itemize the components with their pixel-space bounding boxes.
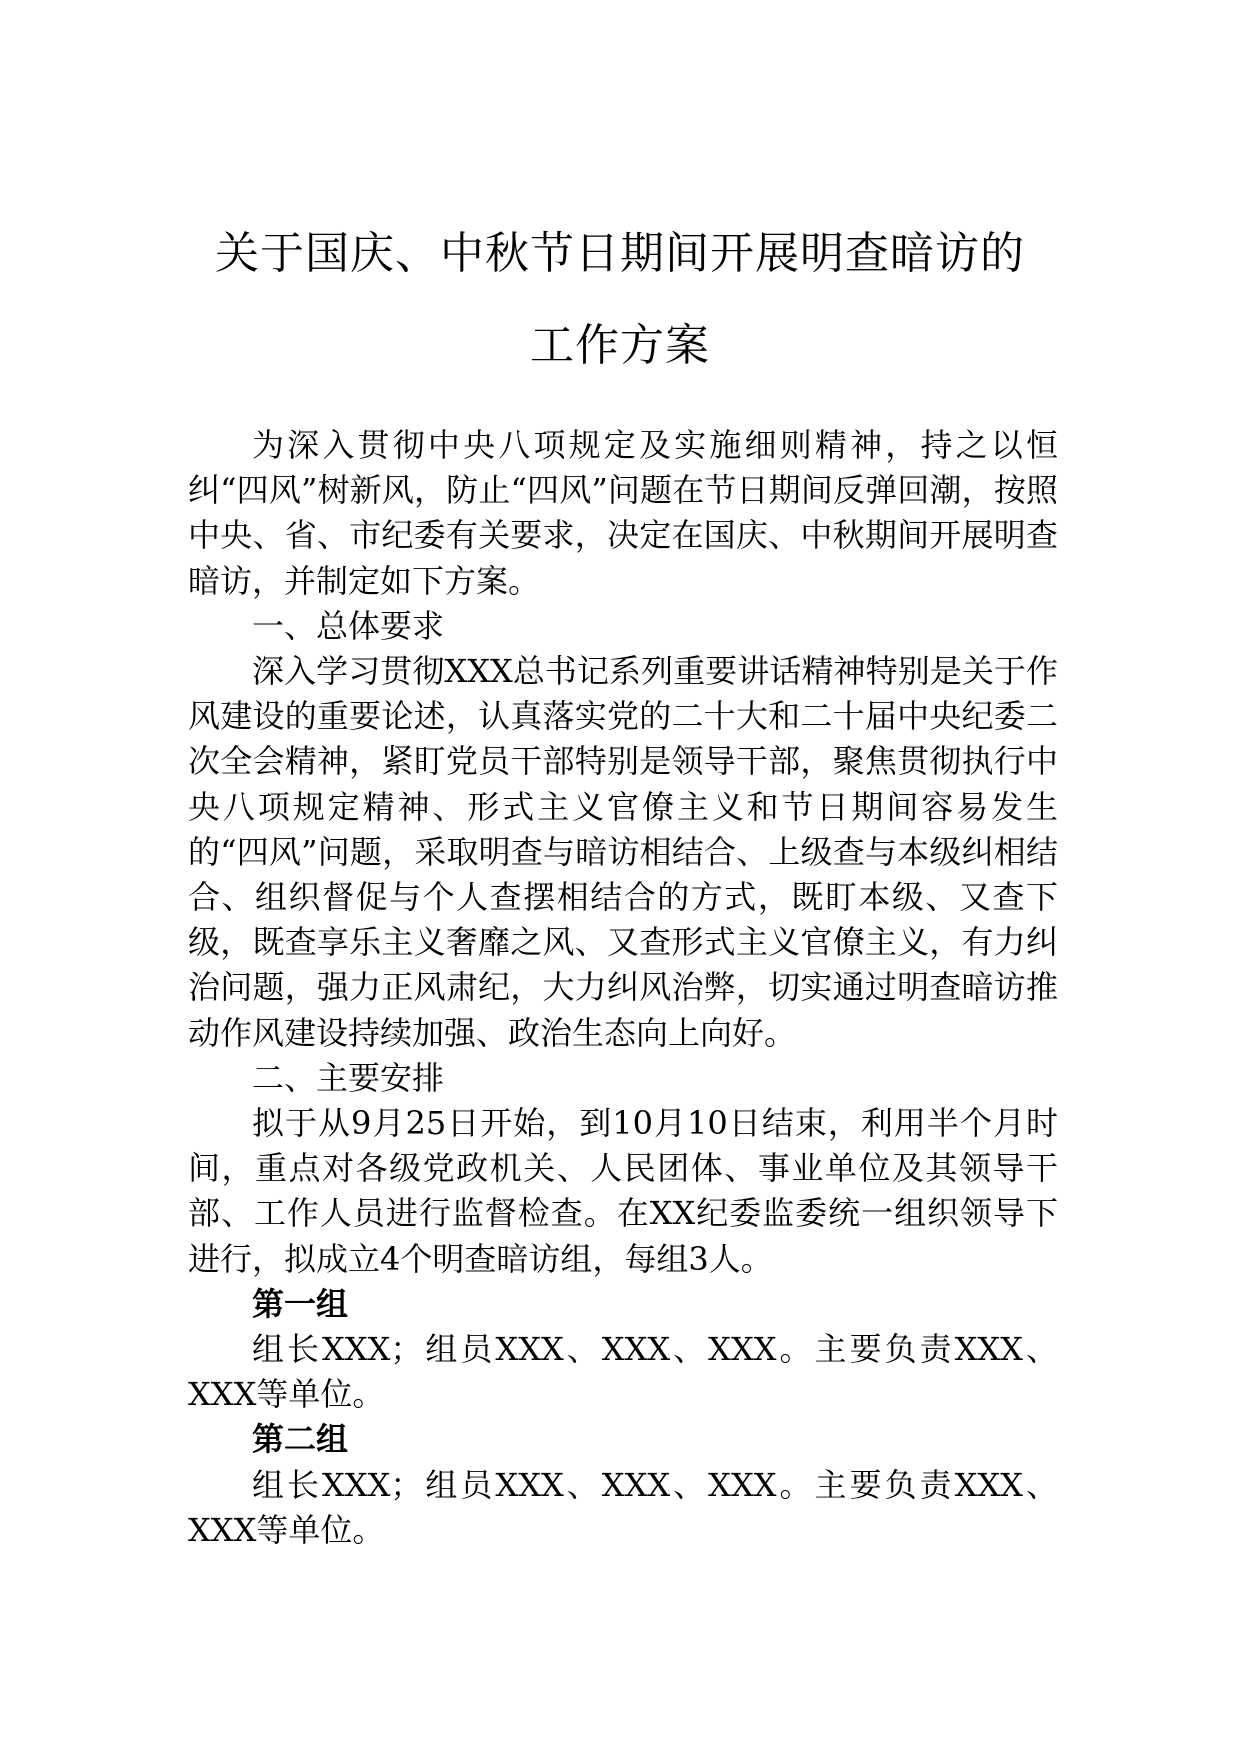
title-line-1: 关于国庆、中秋节日期间开展明查暗访的 [215, 228, 1025, 279]
intro-paragraph: 为深入贯彻中央八项规定及实施细则精神，持之以恒纠“四风”树新风，防止“四风”问题在节日期间反弹回潮，按照中央、省、市纪委有关要求，决定在国庆、中秋期间开展明查暗访，并制定如下方案。 [188, 426, 1058, 600]
section-2-heading: 二、主要安排 [252, 1058, 445, 1097]
document-title [160, 208, 1080, 392]
section-1-heading: 一、总体要求 [252, 606, 445, 645]
document-body [188, 423, 1058, 1553]
group-1-heading: 第一组 [252, 1284, 349, 1323]
group-2-heading: 第二组 [252, 1420, 349, 1459]
group-1-paragraph: 组长XXX；组员XXX、XXX、XXX。主要负责XXX、XXX等单位。 [188, 1330, 1058, 1414]
section-2-paragraph: 拟于从9月25日开始，到10月10日结束，利用半个月时间，重点对各级党政机关、人民团体、事业单位及其领导干部、工作人员进行监督检查。在XX纪委监委统一组织领导下进行，拟成立4个明查暗访组，每组3人。 [188, 1104, 1058, 1278]
title-line-2: 工作方案 [530, 320, 710, 371]
group-2-paragraph: 组长XXX；组员XXX、XXX、XXX。主要负责XXX、XXX等单位。 [188, 1465, 1058, 1549]
section-1-paragraph: 深入学习贯彻XXX总书记系列重要讲话精神特别是关于作风建设的重要论述，认真落实党的二十大和二十届中央纪委二次全会精神，紧盯党员干部特别是领导干部，聚焦贯彻执行中央八项规定精神、形式主义官僚主义和节日期间容易发生的“四风”问题，采取明查与暗访相结合、上级查与本级纠相结合、组织督促与个人查摆相结合的方式，既盯本级、又查下级，既查享乐主义奢靡之风、又查形式主义官僚主义，有力纠治问题，强力正风肃纪，大力纠风治弊，切实通过明查暗访推动作风建设持续加强、政治生态向上向好。 [188, 652, 1058, 1052]
